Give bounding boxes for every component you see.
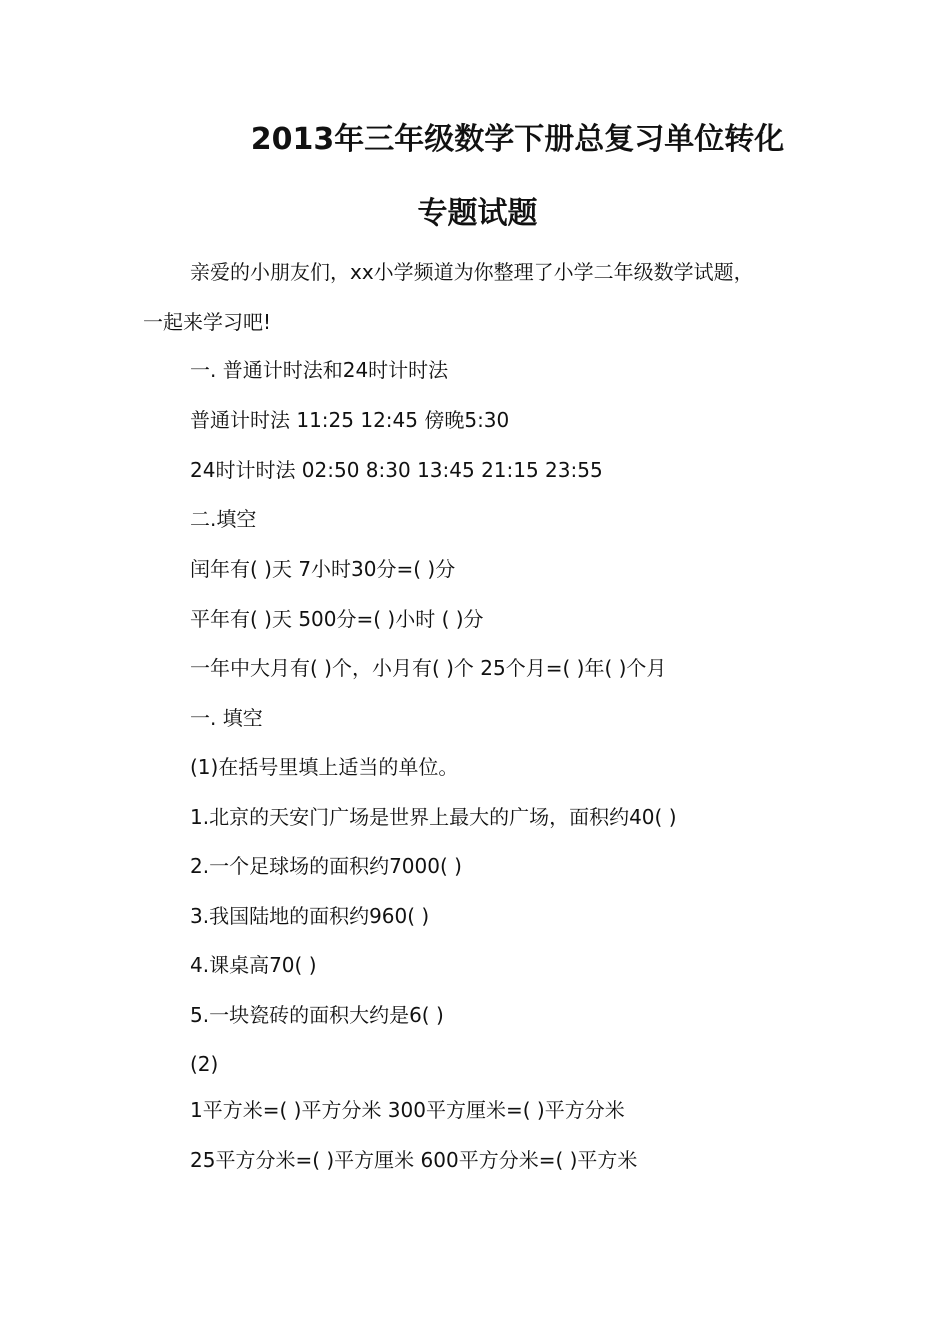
section-heading-timekeeping: 一. 普通计时法和24时计时法 bbox=[190, 358, 449, 382]
paragraph-line: (1)在括号里填上适当的单位。 bbox=[190, 755, 459, 779]
paragraph-line: (2) bbox=[190, 1052, 219, 1076]
intro-line2: 一起来学习吧! bbox=[143, 310, 272, 334]
section-heading-fill-in-2: 一. 填空 bbox=[190, 706, 263, 730]
paragraph-line: 24时计时法 02:50 8:30 13:45 21:15 23:55 bbox=[190, 458, 603, 482]
paragraph-line: 普通计时法 11:25 12:45 傍晚5:30 bbox=[190, 408, 510, 432]
paragraph-line: 平年有( )天 500分=( )小时 ( )分 bbox=[190, 607, 484, 631]
document-title-line2: 专题试题 bbox=[417, 196, 538, 231]
paragraph-line: 4.课桌高70( ) bbox=[190, 953, 317, 977]
paragraph-line: 1平方米=( )平方分米 300平方厘米=( )平方分米 bbox=[190, 1098, 625, 1122]
paragraph-line: 一年中大月有( )个，小月有( )个 25个月=( )年( )个月 bbox=[190, 656, 667, 680]
intro-line1: 亲爱的小朋友们，xx小学频道为你整理了小学二年级数学试题， bbox=[190, 260, 754, 284]
section-heading-fill-in: 二.填空 bbox=[190, 507, 257, 531]
paragraph-line: 2.一个足球场的面积约7000( ) bbox=[190, 854, 462, 878]
paragraph-line: 闰年有( )天 7小时30分=( )分 bbox=[190, 557, 456, 581]
paragraph-line: 25平方分米=( )平方厘米 600平方分米=( )平方米 bbox=[190, 1148, 638, 1172]
document-title-line1: 2013年三年级数学下册总复习单位转化 bbox=[250, 122, 785, 157]
paragraph-line: 3.我国陆地的面积约960( ) bbox=[190, 904, 430, 928]
paragraph-line: 5.一块瓷砖的面积大约是6( ) bbox=[190, 1003, 444, 1027]
paragraph-line: 1.北京的天安门广场是世界上最大的广场，面积约40( ) bbox=[190, 805, 677, 829]
